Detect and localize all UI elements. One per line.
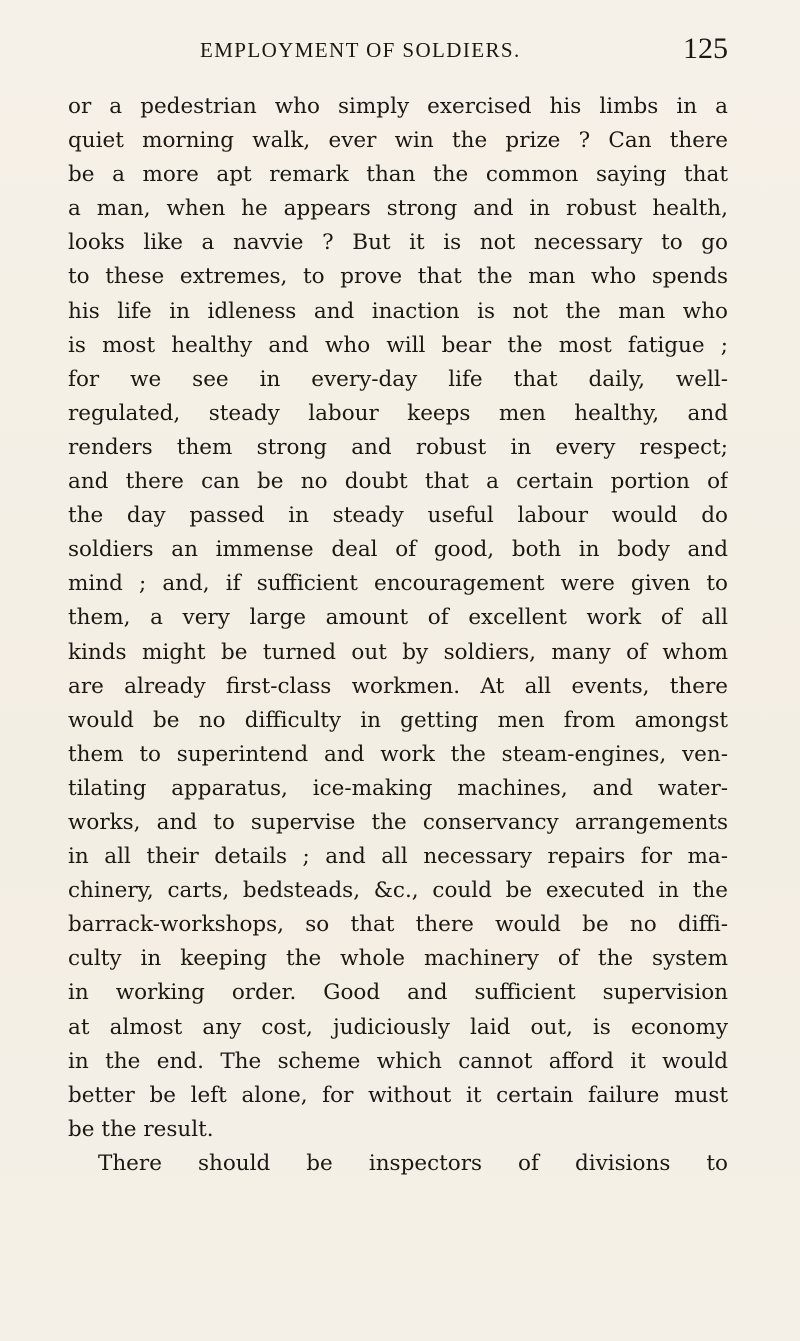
text-line: to these extremes, to prove that the man who spends — [68, 264, 728, 290]
text-line: chinery, carts, bedsteads, &c., could be executed in the — [68, 878, 728, 904]
text-line: works, and to supervise the conservancy arrangements — [68, 809, 728, 835]
text-line: quiet morning walk, ever win the prize ? Can there — [68, 128, 728, 154]
text-line: in working order. Good and sufficient supervision — [68, 980, 728, 1006]
text-line: renders them strong and robust in every respect; — [68, 434, 728, 460]
text-line: is most healthy and who will bear the most fatigue ; — [68, 332, 728, 358]
text-line: them, a very large amount of excellent work of all — [68, 605, 728, 631]
body-text — [68, 90, 728, 1181]
text-line: There should be inspectors of divisions to — [98, 1150, 728, 1176]
text-line: the day passed in steady useful labour would do — [68, 503, 728, 529]
text-line: and there can be no doubt that a certain portion of — [68, 469, 728, 495]
text-line: are already first-class workmen. At all events, there — [68, 673, 728, 699]
text-line: them to superintend and work the steam-engines, ven- — [68, 741, 728, 767]
text-line: be the result. — [68, 1116, 214, 1142]
text-line: tilating apparatus, ice-making machines, and water- — [68, 775, 728, 801]
text-line: would be no difficulty in getting men from amongst — [68, 707, 728, 733]
running-title: EMPLOYMENT OF SOLDIERS. — [200, 38, 521, 62]
text-line: better be left alone, for without it certain failure must — [68, 1082, 728, 1108]
text-line: mind ; and, if sufficient encouragement were given to — [68, 571, 728, 597]
text-line: in all their details ; and all necessary repairs for ma- — [68, 844, 728, 870]
text-line: at almost any cost, judiciously laid out, is economy — [68, 1014, 728, 1040]
page-header — [68, 32, 728, 72]
text-line: be a more apt remark than the common saying that — [68, 162, 728, 188]
text-line: for we see in every-day life that daily, well- — [68, 366, 728, 392]
text-line: soldiers an immense deal of good, both in body and — [68, 537, 728, 563]
text-line: culty in keeping the whole machinery of the system — [68, 946, 728, 972]
text-line: regulated, steady labour keeps men healthy, and — [68, 400, 728, 426]
text-line: in the end. The scheme which cannot afford it would — [68, 1048, 728, 1074]
text-line: looks like a navvie ? But it is not necessary to go — [68, 230, 728, 256]
text-line: a man, when he appears strong and in robust health, — [68, 196, 728, 222]
text-line: or a pedestrian who simply exercised his limbs in a — [68, 94, 728, 119]
text-line: barrack-workshops, so that there would be no diffi- — [68, 912, 728, 938]
page-number: 125 — [683, 32, 728, 65]
text-line: his life in idleness and inaction is not the man who — [68, 298, 728, 324]
text-line: kinds might be turned out by soldiers, many of whom — [68, 639, 728, 665]
